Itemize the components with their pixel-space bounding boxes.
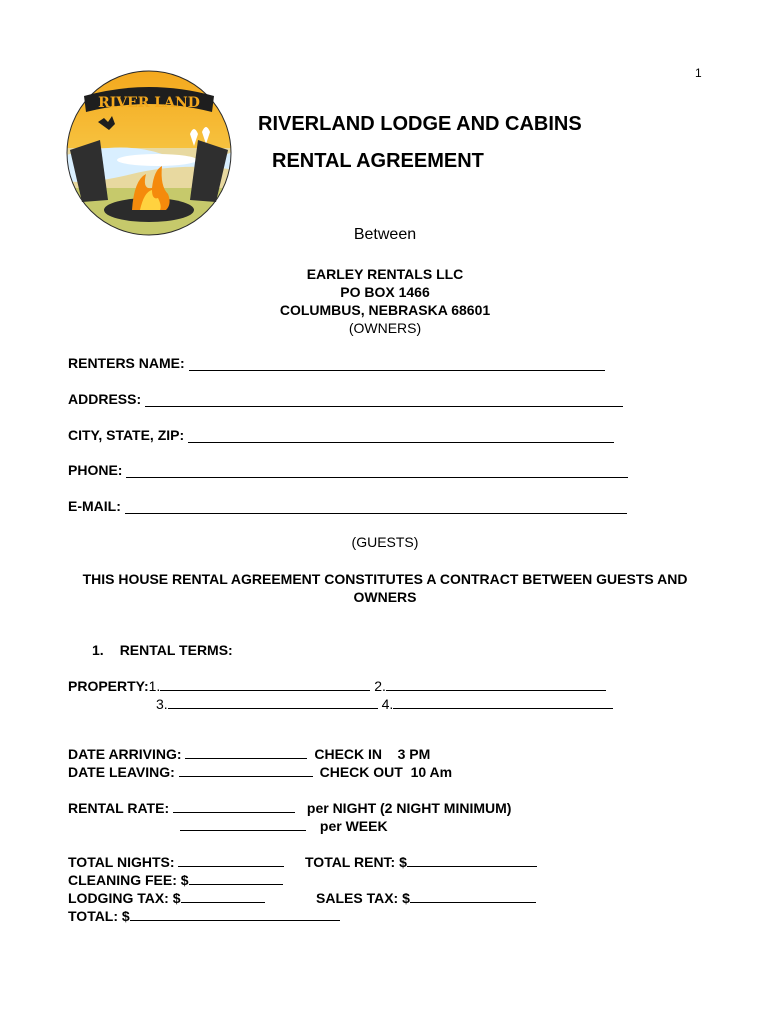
phone-field[interactable]	[126, 463, 628, 478]
property-number-1: 1.	[148, 678, 161, 694]
address-label: ADDRESS:	[68, 391, 142, 407]
logo-text: RIVER LAND	[98, 95, 200, 111]
per-night-label: per NIGHT (2 NIGHT MINIMUM)	[306, 800, 512, 816]
total-rent-row	[305, 853, 537, 870]
phone-row	[68, 462, 628, 478]
property-number-4: 4.	[381, 696, 394, 712]
check-in-label: CHECK IN 3 PM	[314, 746, 431, 762]
property-row-2	[156, 695, 613, 712]
address-field[interactable]	[145, 392, 623, 407]
section-1-number: 1.	[92, 642, 104, 658]
date-leaving-row	[68, 763, 452, 780]
city-state-zip-field[interactable]	[188, 428, 614, 443]
total-rent-field[interactable]	[407, 853, 537, 867]
document-subtitle: RENTAL AGREEMENT	[272, 150, 484, 172]
property-1-field[interactable]	[160, 677, 370, 691]
property-4-field[interactable]	[393, 695, 613, 709]
cleaning-fee-label: CLEANING FEE: $	[68, 872, 189, 888]
rate-per-night-field[interactable]	[173, 799, 295, 813]
cleaning-fee-field[interactable]	[189, 871, 283, 885]
property-row-1	[68, 677, 606, 694]
lodging-tax-label: LODGING TAX: $	[68, 890, 181, 906]
property-number-2: 2.	[374, 678, 386, 694]
sales-tax-label: SALES TAX: $	[316, 890, 410, 906]
city-state-zip-row	[68, 427, 614, 443]
email-row	[68, 498, 627, 514]
check-out-label: CHECK OUT 10 Am	[319, 764, 453, 780]
total-field[interactable]	[130, 907, 340, 921]
property-label: PROPERTY:	[68, 678, 149, 694]
owner-city: COLUMBUS, NEBRASKA 68601	[279, 302, 491, 318]
total-row	[68, 907, 340, 924]
renters-name-label: RENTERS NAME:	[68, 355, 185, 371]
owner-role: (OWNERS)	[348, 320, 422, 336]
total-label: TOTAL: $	[68, 908, 130, 924]
sales-tax-row	[316, 889, 536, 906]
contract-statement: THIS HOUSE RENTAL AGREEMENT CONSTITUTES A CONTRACT BETWEEN GUESTS AND OWNERS	[82, 571, 688, 605]
riverland-logo	[62, 70, 236, 236]
email-field[interactable]	[125, 499, 627, 514]
cleaning-fee-row	[68, 871, 283, 888]
property-2-field[interactable]	[386, 677, 606, 691]
per-week-label: per WEEK	[319, 818, 388, 834]
rental-rate-label: RENTAL RATE:	[68, 800, 170, 816]
section-1-heading	[92, 642, 233, 658]
renters-name-row	[68, 355, 605, 371]
phone-label: PHONE:	[68, 462, 123, 478]
date-arriving-row	[68, 745, 430, 762]
guests-label: (GUESTS)	[351, 534, 419, 550]
document-title: RIVERLAND LODGE AND CABINS	[258, 113, 582, 135]
total-nights-field[interactable]	[178, 853, 284, 867]
property-3-field[interactable]	[168, 695, 378, 709]
total-nights-row	[68, 853, 284, 870]
page-number: 1	[695, 66, 702, 80]
owner-name: EARLEY RENTALS LLC	[306, 266, 464, 282]
lodging-tax-row	[68, 889, 265, 906]
date-arriving-label: DATE ARRIVING:	[68, 746, 182, 762]
section-1-title: RENTAL TERMS:	[119, 642, 233, 658]
between-label: Between	[353, 226, 417, 243]
email-label: E-MAIL:	[68, 498, 121, 514]
address-row	[68, 391, 623, 407]
rate-per-week-field[interactable]	[180, 817, 306, 831]
lodging-tax-field[interactable]	[181, 889, 265, 903]
renters-name-field[interactable]	[189, 356, 605, 371]
owner-block	[0, 265, 770, 337]
sales-tax-field[interactable]	[410, 889, 536, 903]
date-leaving-label: DATE LEAVING:	[68, 764, 175, 780]
owner-pobox: PO BOX 1466	[340, 284, 430, 300]
date-leaving-field[interactable]	[179, 763, 313, 777]
rate-per-week-row	[180, 817, 388, 834]
city-state-zip-label: CITY, STATE, ZIP:	[68, 427, 185, 443]
date-arriving-field[interactable]	[185, 745, 307, 759]
rental-rate-row	[68, 799, 511, 816]
total-rent-label: TOTAL RENT: $	[305, 854, 407, 870]
total-nights-label: TOTAL NIGHTS:	[68, 854, 175, 870]
property-number-3: 3.	[156, 696, 168, 712]
